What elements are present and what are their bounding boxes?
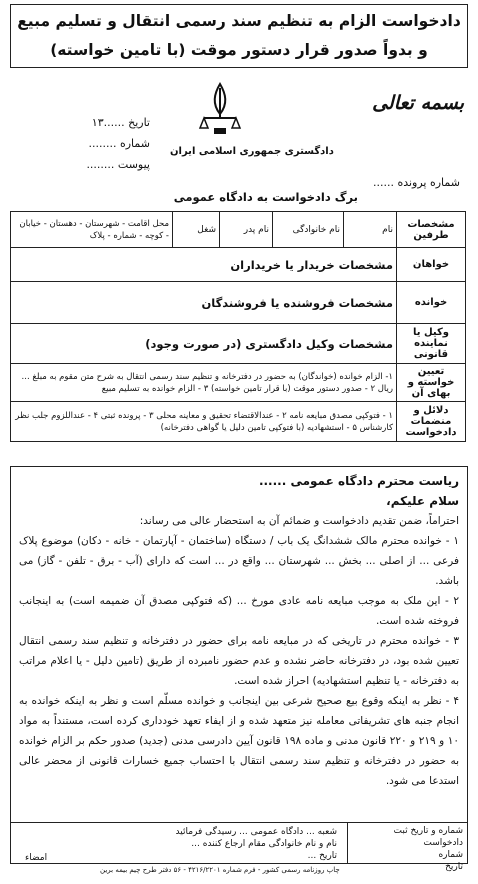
print-note: چاپ روزنامه رسمی کشور - فرم شماره ۴۲۱۶/۲۲۰۱ - ۵۶ دفتر طرح چیم بیمه برین [100, 866, 340, 874]
registration-number: شماره [438, 850, 463, 860]
registration-date: تاریخ [445, 862, 463, 872]
row-text: مشخصات فروشنده یا فروشندگان [11, 282, 397, 324]
table-header-row [11, 212, 466, 248]
table-header: محل اقامت - شهرستان - دهستان - خیابان - کوچه - شماره - پلاک [11, 212, 173, 248]
salutation: ریاست محترم دادگاه عمومی ...... [258, 474, 459, 488]
greeting: سلام علیکم، [386, 494, 459, 508]
title-box [10, 4, 468, 68]
court-label: دادگستری جمهوری اسلامی ایران [170, 146, 334, 157]
row-label: خواهان [397, 248, 466, 282]
table-row [11, 364, 466, 402]
table-header: شغل [173, 212, 220, 248]
title-line-1: دادخواست الزام به تنظیم سند رسمی انتقال و تسلیم مبیع [17, 12, 461, 30]
title-line-2: و بدواً صدور قرار دستور موقت (با تامین خواسته) [50, 41, 428, 59]
referral-box [17, 826, 337, 862]
table-header: مشخصات طرفین [397, 212, 466, 248]
petition-body [10, 466, 468, 823]
row-text: ۱- الزام خوانده (خواندگان) به حضور در دفترخانه و تنظیم سند رسمی انتقال به شرح متن مقوم به مبلغ ... ریال ۲ - صدور دستور موقت (با قرار تامین خواسته) ۳ - الزام خوانده به تسلیم مبیع [11, 364, 397, 402]
registration-label: شماره و تاریخ ثبت دادخواست [393, 826, 463, 848]
body-paragraph: ۱ - خوانده محترم مالک ششدانگ یک باب / دستگاه (ساختمان - آپارتمان - خانه - دکان) موضوع پلاک فرعی ... از اصلی ... بخش ... شهرستان ... واقع در ... است که دارای (آب - برق - تلفن - گاز) می باشد. [19, 535, 459, 587]
row-label: دلائل و منضمات دادخواست [397, 402, 466, 442]
body-paragraph: احتراماً، ضمن تقدیم دادخواست و ضمائم آن به استحضار عالی می رساند: [139, 515, 459, 527]
body-paragraph: ۲ - این ملک به موجب مبایعه نامه عادی مورخ ... (که فتوکپی مصدق آن ضمیمه است) به اینجانب فروخته شده است. [19, 595, 459, 627]
table-header: نام خانوادگی [273, 212, 344, 248]
row-text: مشخصات خریدار یا خریداران [11, 248, 397, 282]
table-row [11, 402, 466, 442]
emblem-icon [196, 80, 244, 140]
header-fields [40, 112, 150, 175]
number-field: شماره ........ [88, 137, 150, 150]
table-header: نام پدر [220, 212, 273, 248]
row-label: تعیین خواسته و بهای آن [397, 364, 466, 402]
parties-table [10, 211, 466, 442]
table-row [11, 248, 466, 282]
table-row [11, 282, 466, 324]
addressee: برگ دادخواست به دادگاه عمومی [173, 190, 358, 204]
date-field: تاریخ ......۱۳ [91, 116, 150, 129]
row-text: ۱ - فتوکپی مصدق مبایعه نامه ۲ - عندالاقتضاء تحقیق و معاینه محلی ۳ - پرونده ثبتی ۴ - عنداللزوم جلب نظر کارشناس ۵ - استشهادیه (با فتوکپی تامین دلیل یا گواهی دفترخانه) [11, 402, 397, 442]
attachment-field: پیوست ........ [86, 158, 150, 171]
table-row [11, 324, 466, 364]
table-header: نام [344, 212, 397, 248]
registration-box [347, 823, 467, 872]
body-paragraph: ۳ - خوانده محترم در تاریخی که در مبایعه نامه برای حضور در دفترخانه و تنظیم سند رسمی انتقال تعیین شده بود، در دفترخانه حاضر نشده و عدم حضور نامبرده از طریق (تامین دلیل - یا اعلام مراتب به دفترخانه - یا تنظیم استشهادیه) احراز شده است. [19, 635, 459, 687]
body-paragraph: ۴ - نظر به اینکه وقوع بیع صحیح شرعی بین اینجانب و خوانده مسلّم است و نظر به اینکه خوانده به انجام جنبه های تشریفاتی معامله نیز متعهد شده و از ایفاء تعهد خودداری کرده است، مستنداً به مواد ۱۰ و ۲۱۹ و ۲۲۰ قانون مدنی و ماده ۱۹۸ قانون آیین دادرسی مدنی (جدید) صدور حکم بر الزام خوانده به حضور در دفترخانه و تنظیم سند رسمی انتقال با احتساب جمیع خسارات قانونی از محضر عالی استدعا می شود. [19, 695, 459, 787]
row-text: مشخصات وکیل دادگستری (در صورت وجود) [11, 324, 397, 364]
signer-line: نام و نام خانوادگی مقام ارجاع کننده ... [191, 839, 337, 849]
bismillah: بسمه تعالی [372, 92, 464, 114]
row-label: خوانده [397, 282, 466, 324]
referral-date: تاریخ ... [307, 851, 337, 861]
row-label: وکیل یا نماینده قانونی [397, 324, 466, 364]
signature-label: امضاء [25, 853, 48, 863]
case-number: شماره پرونده ...... [372, 176, 460, 189]
branch-line: شعبه ... دادگاه عمومی ... رسیدگی فرمائید [175, 827, 337, 837]
